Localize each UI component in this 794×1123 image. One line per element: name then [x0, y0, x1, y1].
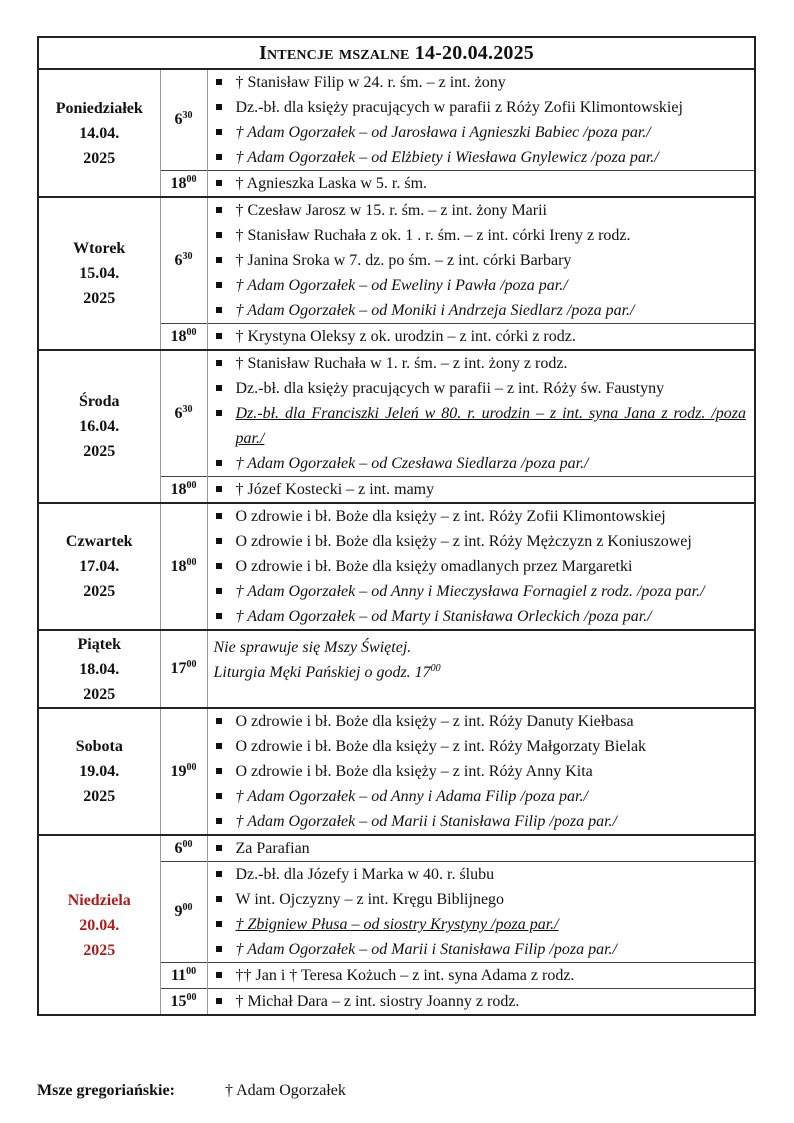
intentions-list — [214, 504, 747, 629]
day-cell — [38, 69, 160, 197]
intentions-cell — [207, 69, 755, 171]
mass-row — [38, 630, 755, 708]
intention-item: † Adam Ogorzałek – od Elżbiety i Wiesława Gnylewicz /poza par./ — [214, 145, 747, 170]
day-year: 2025 — [83, 941, 116, 959]
day-cell — [38, 503, 160, 630]
time-hour: 6 — [174, 111, 183, 128]
intentions-cell — [207, 708, 755, 835]
intention-item: O zdrowie i bł. Boże dla księży omadlanych przez Margaretki — [214, 554, 747, 579]
mass-time — [160, 708, 207, 835]
intention-item: †† Jan i † Teresa Kożuch – z int. syna Adama z rodz. — [214, 963, 747, 988]
mass-row — [38, 708, 755, 835]
intentions-cell — [207, 350, 755, 477]
note-line-sup: 00 — [430, 663, 441, 674]
intention-item: † Krystyna Oleksy z ok. urodzin – z int. córki z rodz. — [214, 324, 747, 349]
intention-item: † Adam Ogorzałek – od Eweliny i Pawła /poza par./ — [214, 273, 747, 298]
day-year: 2025 — [83, 583, 116, 600]
intention-item: O zdrowie i bł. Boże dla księży – z int. Róży Zofii Klimontowskiej — [214, 504, 747, 529]
time-minutes: 30 — [182, 250, 193, 262]
day-name: Środa — [78, 393, 120, 410]
intention-item: † Adam Ogorzałek – od Marty i Stanisława Orleckich /poza par./ — [214, 604, 747, 629]
time-minutes: 00 — [186, 479, 197, 491]
intention-item: † Adam Ogorzałek – od Czesława Siedlarza /poza par./ — [214, 451, 747, 476]
intention-item: † Michał Dara – z int. siostry Joanny z rodz. — [214, 989, 747, 1014]
mass-time — [160, 862, 207, 963]
intention-item: Dz.-bł. dla Franciszki Jeleń w 80. r. urodzin – z int. syna Jana z rodz. /poza par./ — [214, 401, 747, 451]
mass-row — [38, 69, 755, 171]
day-cell — [38, 630, 160, 708]
intentions-list — [214, 989, 747, 1014]
intentions-cell — [207, 477, 755, 504]
intention-item: † Stanisław Ruchała w 1. r. śm. – z int. żony z rodz. — [214, 351, 747, 376]
intentions-cell — [207, 989, 755, 1016]
time-hour: 18 — [170, 557, 187, 575]
day-year: 2025 — [83, 788, 116, 805]
time-hour: 11 — [170, 966, 187, 984]
mass-time — [160, 630, 207, 708]
mass-intentions-table — [37, 36, 756, 1016]
intentions-cell — [207, 835, 755, 862]
intentions-list — [214, 963, 747, 988]
intention-item: † Adam Ogorzałek – od Moniki i Andrzeja Siedlarz /poza par./ — [214, 298, 747, 323]
intention-item: † Józef Kostecki – z int. mamy — [214, 477, 747, 502]
time-minutes: 00 — [182, 902, 193, 913]
day-date: 20.04. — [79, 916, 120, 934]
intentions-list — [214, 198, 747, 323]
time-minutes: 00 — [186, 991, 197, 1003]
time-minutes: 30 — [182, 403, 193, 415]
spacer — [214, 685, 747, 705]
day-cell — [38, 197, 160, 350]
intention-item: Za Parafian — [214, 836, 747, 861]
intention-item: O zdrowie i bł. Boże dla księży – z int. Róży Małgorzaty Bielak — [214, 734, 747, 759]
mass-row — [38, 350, 755, 477]
intention-item: † Zbigniew Płusa – od siostry Krystyny /poza par./ — [214, 912, 747, 937]
day-name: Czwartek — [65, 533, 133, 550]
intentions-cell — [207, 197, 755, 324]
day-date: 16.04. — [79, 418, 120, 435]
day-date: 15.04. — [79, 265, 120, 282]
intention-item: Dz.-bł. dla księży pracujących w parafii z Róży Zofii Klimontowskiej — [214, 95, 747, 120]
time-minutes: 00 — [186, 761, 197, 773]
title-caps: Intencje mszalne — [258, 41, 410, 64]
time-hour: 15 — [170, 992, 187, 1010]
time-minutes: 00 — [186, 326, 197, 338]
mass-time — [160, 324, 207, 351]
note-line: Nie sprawuje się Mszy Świętej. — [213, 639, 412, 656]
time-minutes: 00 — [186, 556, 197, 568]
day-cell — [38, 708, 160, 835]
intention-item: † Agnieszka Laska w 5. r. śm. — [214, 171, 747, 196]
mass-time — [160, 989, 207, 1016]
intentions-cell — [207, 171, 755, 198]
intention-item: O zdrowie i bł. Boże dla księży – z int. Róży Anny Kita — [214, 759, 747, 784]
intentions-list — [214, 171, 747, 196]
day-name: Wtorek — [73, 240, 126, 257]
gregorian-label: Msze gregoriańskie: — [37, 1082, 175, 1099]
mass-time — [160, 963, 207, 989]
intention-item: † Adam Ogorzałek – od Anny i Mieczysława Fornagiel z rodz. /poza par./ — [214, 579, 747, 604]
intention-item: W int. Ojczyzny – z int. Kręgu Biblijnego — [214, 887, 747, 912]
time-hour: 6 — [174, 251, 183, 269]
intentions-list — [214, 324, 747, 349]
intention-item: † Janina Sroka w 7. dz. po śm. – z int. córki Barbary — [214, 248, 747, 273]
schedule-body — [38, 69, 755, 1015]
intention-item: † Stanisław Ruchała z ok. 1 . r. śm. – z int. córki Ireny z rodz. — [214, 223, 747, 248]
day-date: 19.04. — [79, 763, 120, 780]
intentions-cell — [207, 630, 755, 708]
time-hour: 19 — [170, 762, 187, 780]
day-year: 2025 — [83, 290, 116, 307]
intention-item: Dz.-bł. dla księży pracujących w parafii – z int. Róży św. Faustyny — [214, 376, 747, 401]
intention-item: † Adam Ogorzałek – od Marii i Stanisława Filip /poza par./ — [214, 809, 747, 834]
day-date: 17.04. — [79, 558, 120, 575]
time-hour: 17 — [170, 660, 187, 677]
time-minutes: 00 — [186, 965, 197, 977]
intentions-cell — [207, 503, 755, 630]
note-line-text: Liturgia Męki Pańskiej o godz. 17 — [213, 664, 431, 681]
mass-row — [38, 197, 755, 324]
no-mass-note — [214, 631, 747, 707]
day-date: 14.04. — [79, 124, 120, 142]
mass-time — [160, 171, 207, 198]
day-name: Poniedziałek — [55, 99, 143, 117]
mass-time — [160, 503, 207, 630]
intentions-list — [214, 70, 747, 170]
time-hour: 18 — [170, 327, 187, 345]
intention-item: † Adam Ogorzałek – od Jarosława i Agnieszki Babiec /poza par./ — [214, 120, 747, 145]
time-minutes: 30 — [182, 110, 193, 121]
time-hour: 9 — [174, 903, 183, 920]
mass-row — [38, 503, 755, 630]
time-minutes: 00 — [186, 659, 197, 670]
intentions-list — [214, 477, 747, 502]
day-year: 2025 — [83, 685, 116, 703]
time-hour: 18 — [170, 174, 187, 192]
day-year: 2025 — [83, 149, 116, 167]
intention-item: O zdrowie i bł. Boże dla księży – z int. Róży Mężczyzn z Koniuszowej — [214, 529, 747, 554]
day-name: Niedziela — [67, 891, 131, 909]
day-name: Sobota — [75, 738, 123, 755]
intentions-list — [214, 862, 747, 962]
time-minutes: 00 — [186, 173, 197, 185]
intentions-sheet — [37, 36, 756, 1016]
intention-item: † Stanisław Filip w 24. r. śm. – z int. żony — [214, 70, 747, 95]
intentions-list — [214, 709, 747, 834]
mass-time — [160, 197, 207, 324]
gregorian-value: † Adam Ogorzałek — [225, 1082, 346, 1099]
page-title — [38, 37, 755, 69]
intentions-cell — [207, 862, 755, 963]
intention-item: Dz.-bł. dla Józefy i Marka w 40. r. ślubu — [214, 862, 747, 887]
note-line — [214, 660, 747, 685]
intention-item: † Czesław Jarosz w 15. r. śm. – z int. żony Marii — [214, 198, 747, 223]
gregorian-masses — [37, 1082, 346, 1100]
intention-item: O zdrowie i bł. Boże dla księży – z int. Róży Danuty Kiełbasa — [214, 709, 747, 734]
intentions-list — [214, 836, 747, 861]
mass-time — [160, 350, 207, 477]
mass-row — [38, 835, 755, 862]
intentions-cell — [207, 324, 755, 351]
mass-time — [160, 477, 207, 504]
day-date: 18.04. — [79, 660, 120, 678]
time-hour: 6 — [174, 839, 183, 857]
intentions-cell — [207, 963, 755, 989]
day-year: 2025 — [83, 443, 116, 460]
day-name: Piątek — [77, 635, 122, 653]
time-hour: 6 — [174, 404, 183, 422]
day-cell — [38, 350, 160, 503]
mass-time — [160, 835, 207, 862]
time-hour: 18 — [170, 480, 187, 498]
day-cell — [38, 835, 160, 1015]
time-minutes: 00 — [182, 838, 193, 850]
mass-time — [160, 69, 207, 171]
intentions-list — [214, 351, 747, 476]
title-dates: 14-20.04.2025 — [414, 41, 535, 64]
intention-item: † Adam Ogorzałek – od Marii i Stanisława Filip /poza par./ — [214, 937, 747, 962]
intention-item: † Adam Ogorzałek – od Anny i Adama Filip /poza par./ — [214, 784, 747, 809]
